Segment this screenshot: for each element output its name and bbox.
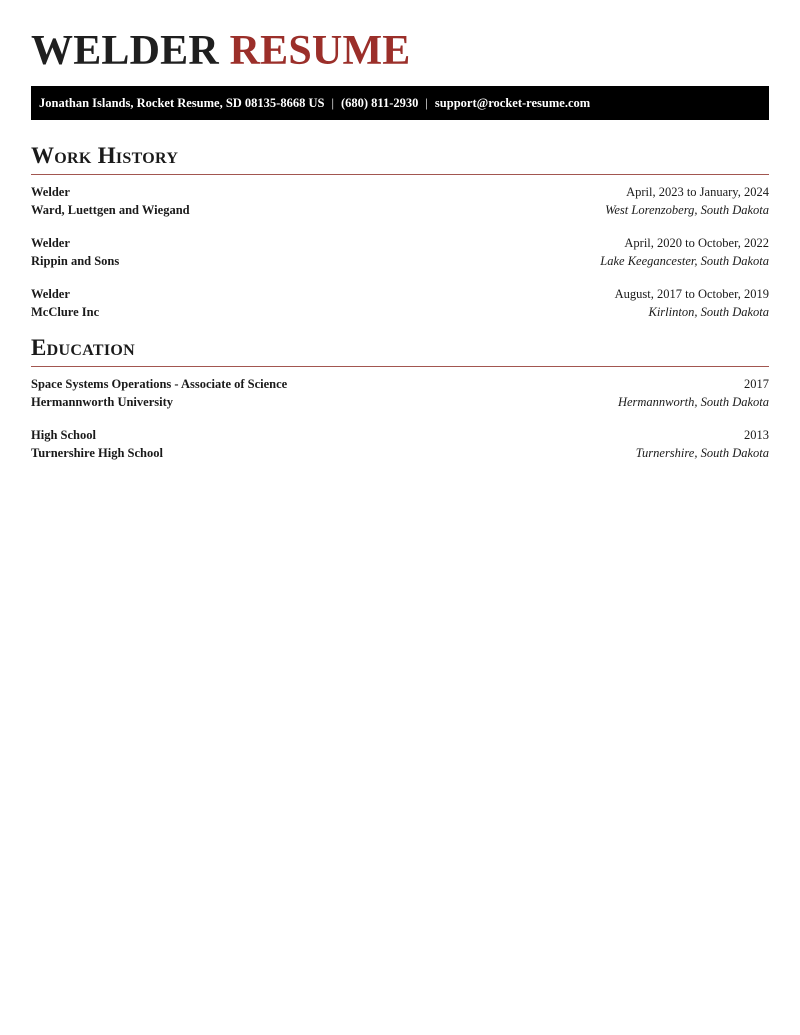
company-name: Rippin and Sons — [31, 254, 120, 268]
education-heading: Education — [31, 334, 769, 367]
work-history-section — [31, 183, 769, 321]
graduation-year: 2013 — [744, 428, 769, 442]
resume-page — [31, 0, 769, 462]
school-location: Turnershire, South Dakota — [635, 446, 769, 460]
degree-name: High School — [31, 428, 96, 442]
education-entry — [31, 375, 769, 411]
work-entry-row-bottom — [31, 303, 769, 321]
contact-bar — [31, 86, 769, 120]
job-dates: April, 2020 to October, 2022 — [624, 236, 769, 250]
contact-phone[interactable]: (680) 811-2930 — [340, 96, 419, 110]
education-section — [31, 375, 769, 462]
school-location: Hermannworth, South Dakota — [617, 395, 769, 409]
job-title: Welder — [31, 287, 70, 301]
work-entry-row-top — [31, 234, 769, 252]
resume-title — [31, 0, 769, 74]
contact-address: Jonathan Islands, Rocket Resume, SD 08135-8668 US — [39, 96, 325, 110]
school-name: Turnershire High School — [31, 446, 163, 460]
school-name: Hermannworth University — [31, 395, 173, 409]
education-entry-row-bottom — [31, 393, 769, 411]
company-name: Ward, Luettgen and Wiegand — [31, 203, 190, 217]
title-second-word: RESUME — [229, 28, 411, 74]
work-entry-row-bottom — [31, 252, 769, 270]
work-entry-row-bottom — [31, 201, 769, 219]
job-location: West Lorenzoberg, South Dakota — [605, 203, 769, 217]
work-history-heading: Work History — [31, 142, 769, 175]
education-entry — [31, 426, 769, 462]
graduation-year: 2017 — [744, 377, 769, 391]
contact-email[interactable]: support@rocket-resume.com — [434, 96, 591, 110]
title-first-word: WELDER — [31, 28, 219, 74]
education-entry-row-bottom — [31, 444, 769, 462]
work-entry — [31, 234, 769, 270]
work-entry-row-top — [31, 285, 769, 303]
contact-separator: | — [425, 96, 428, 110]
contact-separator: | — [331, 96, 334, 110]
job-location: Kirlinton, South Dakota — [648, 305, 769, 319]
work-entry-row-top — [31, 183, 769, 201]
job-location: Lake Keegancester, South Dakota — [600, 254, 769, 268]
company-name: McClure Inc — [31, 305, 100, 319]
job-title: Welder — [31, 185, 70, 199]
degree-name: Space Systems Operations - Associate of Science — [31, 377, 288, 391]
education-entry-row-top — [31, 375, 769, 393]
job-dates: August, 2017 to October, 2019 — [614, 287, 769, 301]
work-entry — [31, 285, 769, 321]
job-dates: April, 2023 to January, 2024 — [626, 185, 769, 199]
education-entry-row-top — [31, 426, 769, 444]
job-title: Welder — [31, 236, 70, 250]
work-entry — [31, 183, 769, 219]
